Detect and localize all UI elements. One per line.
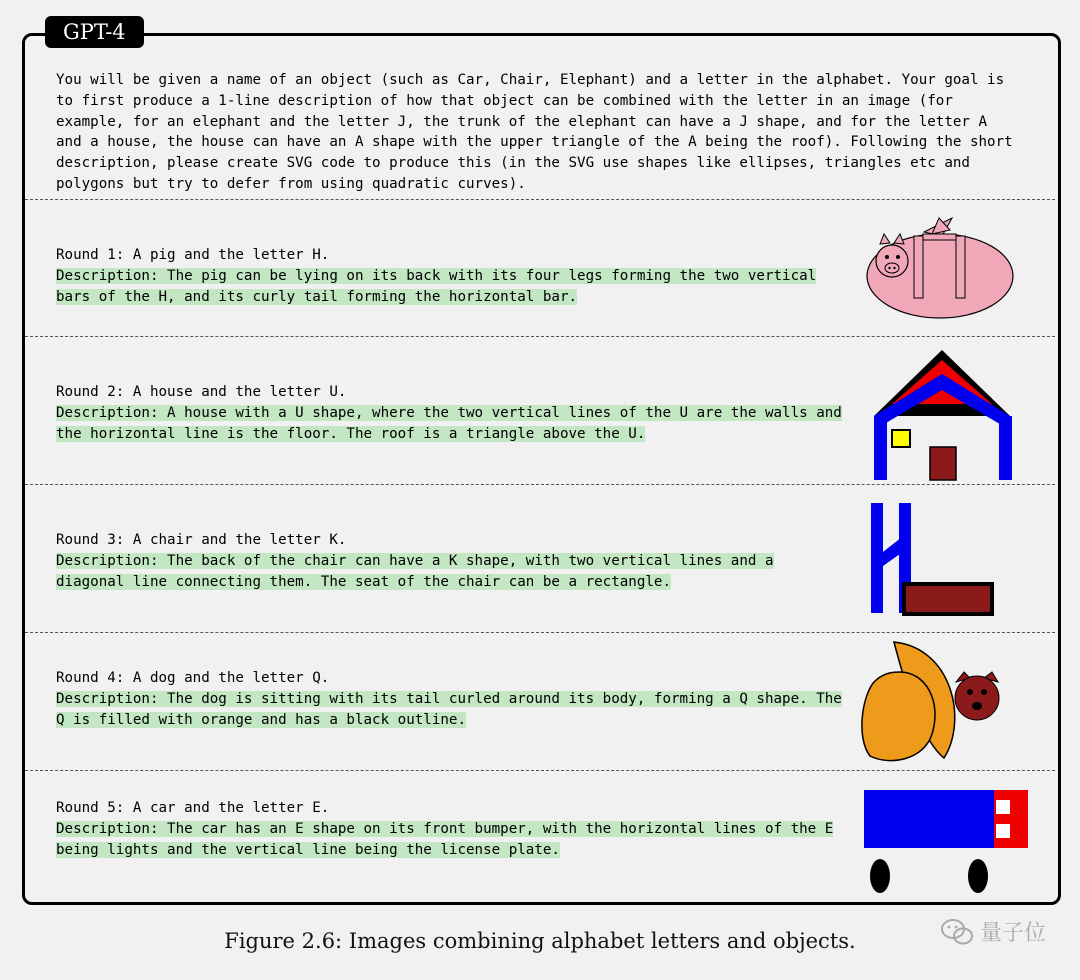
round-title: Round 3: A chair and the letter K. — [56, 532, 347, 548]
round-description: Description: The back of the chair can have a K shape, with two vertical lines and a diagonal line connecting them. The seat of the chair can be a rectangle. — [56, 553, 774, 590]
divider — [25, 336, 1055, 337]
round-description: Description: The dog is sitting with its tail curled around its body, forming a Q shape. The Q is filled with orange and has a black outline. — [56, 691, 842, 728]
divider — [25, 199, 1055, 200]
divider — [25, 484, 1055, 485]
chair-k-illustration — [868, 500, 1000, 618]
wechat-icon — [940, 917, 974, 947]
dog-q-illustration — [860, 638, 1006, 768]
round-title: Round 2: A house and the letter U. — [56, 384, 347, 400]
car-e-illustration — [862, 782, 1034, 900]
round-title: Round 1: A pig and the letter H. — [56, 247, 330, 263]
watermark-text: 量子位 — [979, 921, 1046, 946]
figure-caption: Figure 2.6: Images combining alphabet letters and objects. — [224, 929, 856, 953]
round-title: Round 4: A dog and the letter Q. — [56, 670, 330, 686]
model-tag: GPT-4 — [45, 16, 144, 48]
prompt-text: You will be given a name of an object (such as Car, Chair, Elephant) and a letter in the alphabet. Your goal is to first produce a 1-line description of how that object can be combined with the letter in an image (for example, for an elephant and the letter J, the trunk of the elephant can have a J shape, and for the letter A and a house, the house can have an A shape with the upper triangle of the A being the roof). Following the short description, please create SVG code to produce this (in the SVG use shapes like ellipses, triangles etc and polygons but try to defer from using quadratic curves). — [56, 72, 1013, 192]
round-2 — [56, 382, 846, 445]
divider — [25, 770, 1055, 771]
round-4 — [56, 668, 846, 731]
pig-h-illustration — [862, 210, 1018, 322]
round-3 — [56, 530, 846, 593]
round-description: Description: A house with a U shape, where the two vertical lines of the U are the walls and the horizontal line is the floor. The roof is a triangle above the U. — [56, 405, 842, 442]
divider — [25, 632, 1055, 633]
round-5 — [56, 798, 846, 861]
watermark — [940, 916, 1046, 947]
round-1 — [56, 245, 846, 308]
house-u-illustration — [870, 346, 1016, 484]
round-title: Round 5: A car and the letter E. — [56, 800, 330, 816]
round-description: Description: The car has an E shape on its front bumper, with the horizontal lines of the E being lights and the vertical line being the license plate. — [56, 821, 834, 858]
round-description: Description: The pig can be lying on its back with its four legs forming the two vertical bars of the H, and its curly tail forming the horizontal bar. — [56, 268, 817, 305]
